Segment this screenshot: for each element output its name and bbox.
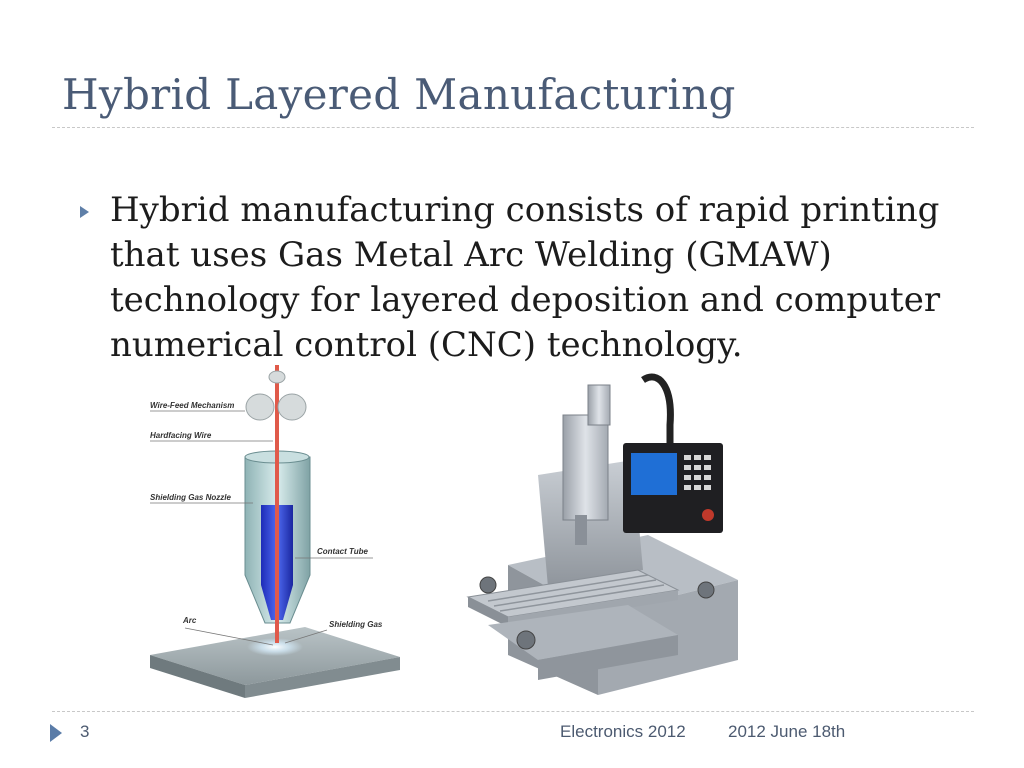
- slide-title: Hybrid Layered Manufacturing: [62, 70, 736, 119]
- bullet-text: Hybrid manufacturing consists of rapid printing that uses Gas Metal Arc Welding (GMAW) technology for layered deposition and computer numerical control (CNC) technology.: [110, 190, 941, 365]
- cnc-machine-image: [448, 365, 748, 705]
- control-screen: [631, 453, 677, 495]
- label-shielding-gas-nozzle: Shielding Gas Nozzle: [150, 493, 231, 502]
- footer-date: 2012 June 18th: [728, 722, 846, 741]
- label-hardfacing-wire: Hardfacing Wire: [150, 431, 212, 440]
- label-wire-feed: Wire-Feed Mechanism: [150, 401, 235, 410]
- bullet-arrow-icon: [80, 206, 89, 218]
- label-shielding-gas: Shielding Gas: [329, 620, 383, 629]
- footer-arrow-icon: [50, 724, 62, 742]
- label-contact-tube: Contact Tube: [317, 547, 368, 556]
- page-number: 3: [80, 722, 90, 741]
- gmaw-diagram: [145, 365, 415, 705]
- title-divider: [52, 127, 974, 128]
- label-arc: Arc: [183, 616, 197, 625]
- footer-event: Electronics 2012: [560, 722, 686, 741]
- footer-divider: [52, 711, 974, 712]
